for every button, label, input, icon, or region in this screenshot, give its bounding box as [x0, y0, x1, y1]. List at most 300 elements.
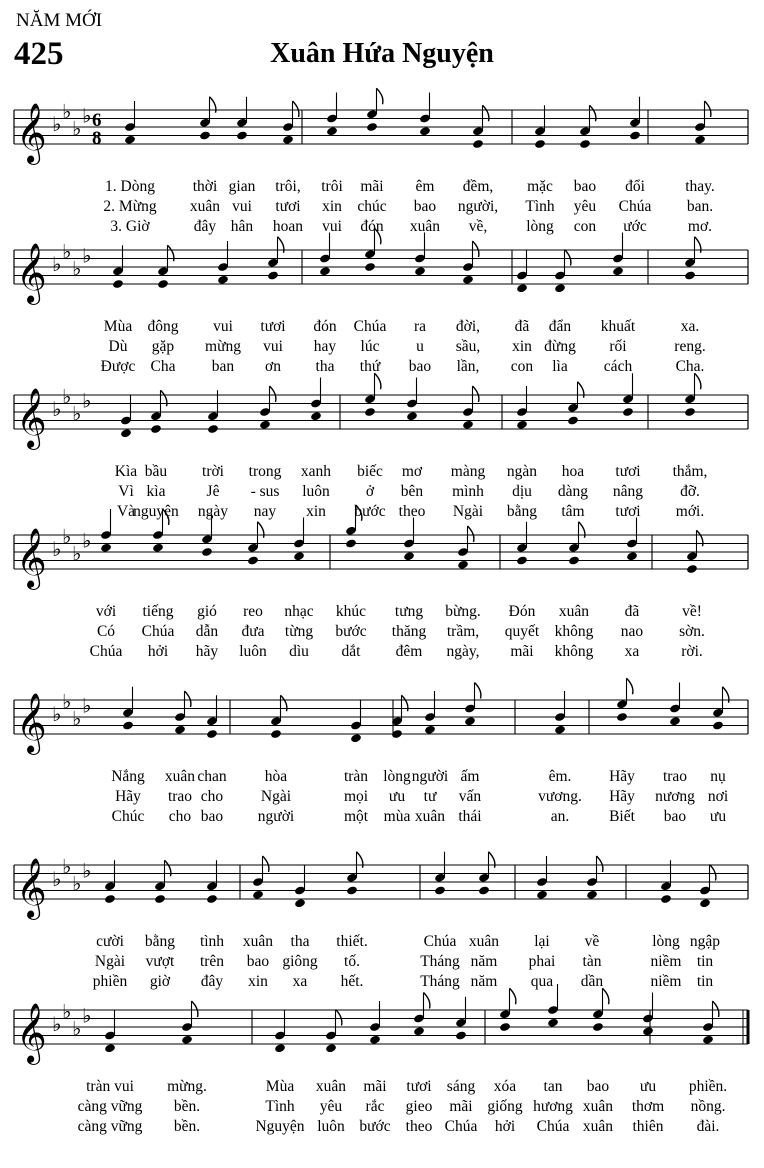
lyric-syllable: vui — [263, 338, 283, 355]
note-head — [157, 279, 169, 289]
flat-sign: ♭ — [72, 543, 82, 566]
lyric-syllable: trầm, — [446, 623, 480, 640]
flat-sign: ♭ — [82, 245, 92, 268]
lyric-syllable: hoan — [272, 218, 304, 235]
lyric-syllable: reng. — [674, 338, 706, 355]
lyric-syllable: khuất — [600, 318, 636, 335]
lyric-syllable: nay — [253, 503, 277, 520]
lyric-syllable: xuân — [582, 1098, 614, 1115]
staff — [0, 505, 764, 605]
lyric-syllable: mặc — [527, 178, 553, 195]
note-head — [364, 262, 376, 272]
flat-sign: ♭ — [82, 390, 92, 413]
lyric-syllable: Vì — [118, 483, 134, 500]
lyric-syllable: niềm — [650, 953, 682, 970]
note-head — [464, 716, 476, 726]
lyric-syllable: thắm, — [672, 463, 708, 480]
lyric-syllable: ngàn — [506, 463, 538, 480]
flat-sign: ♭ — [72, 708, 82, 731]
lyric-syllable: nương — [655, 788, 695, 805]
note-head — [686, 564, 698, 574]
lyric-syllable: mơ. — [687, 218, 713, 235]
note-flag — [565, 250, 571, 266]
lyric-syllable: vượt — [145, 953, 175, 970]
lyric-syllable: cách — [603, 358, 633, 375]
lyric-verse-1 — [0, 933, 764, 953]
note-head — [199, 130, 211, 140]
note-flag — [695, 373, 701, 389]
lyric-syllable: bao — [573, 178, 597, 195]
lyric-syllable: Mùa — [265, 1078, 295, 1095]
lyric-syllable: ngày, — [446, 643, 480, 660]
lyric-syllable: trao — [662, 768, 688, 785]
lyric-syllable: trao — [167, 788, 193, 805]
note-head — [201, 547, 213, 557]
lyric-syllable: luôn — [317, 1118, 345, 1135]
note-head — [319, 266, 331, 276]
lyric-syllable: cười — [96, 933, 124, 950]
lyric-syllable: trôi, — [275, 178, 301, 195]
lyric-verse-2 — [0, 198, 764, 218]
lyric-syllable: bước — [354, 503, 386, 520]
lyric-syllable: thăng — [391, 623, 427, 640]
lyric-syllable: vương. — [538, 788, 582, 805]
lyric-syllable: Chúa — [353, 318, 387, 335]
note-head — [462, 275, 474, 285]
note-flag — [510, 988, 516, 1004]
lyric-syllable: xin — [248, 973, 268, 990]
note-head — [150, 424, 162, 434]
note-head — [612, 266, 624, 276]
lyric-syllable: với — [95, 603, 117, 620]
lyric-syllable: - sus — [250, 483, 280, 500]
lyric-syllable: reo — [243, 603, 263, 620]
lyric-syllable: màng — [450, 463, 486, 480]
lyric-syllable: ấm — [460, 768, 480, 785]
note-head — [579, 139, 591, 149]
note-flag — [185, 691, 191, 707]
note-head — [104, 1043, 116, 1053]
note-head — [369, 1035, 381, 1045]
lyric-syllable: biếc — [357, 463, 383, 480]
note-head — [403, 551, 415, 561]
staff — [0, 220, 764, 320]
lyric-syllable: tươi — [406, 1078, 432, 1095]
flat-sign: ♭ — [62, 241, 72, 264]
lyric-syllable: tràn vui — [86, 1078, 134, 1095]
note-flag — [263, 856, 269, 872]
lyric-verse-3 — [0, 808, 764, 828]
lyric-syllable: 2. Mừng — [103, 198, 157, 215]
lyric-syllable: xa. — [680, 318, 700, 335]
lyric-syllable: gian — [228, 178, 256, 195]
lyric-syllable: mãi — [510, 643, 534, 660]
note-head — [345, 538, 357, 548]
lyric-syllable: sầu, — [455, 338, 481, 355]
lyric-syllable: đã — [624, 603, 640, 620]
lyric-syllable: lìa — [552, 358, 568, 375]
lyric-syllable: thiên — [632, 1118, 664, 1135]
lyric-syllable: ngày — [197, 503, 229, 520]
flat-sign: ♭ — [82, 530, 92, 553]
lyric-syllable: xuân — [582, 1118, 614, 1135]
lyric-syllable: Cha — [150, 358, 176, 375]
lyric-syllable: về! — [682, 603, 702, 620]
lyric-syllable: Đón — [508, 603, 536, 620]
lyric-syllable: đưa — [241, 623, 265, 640]
note-head — [181, 1035, 193, 1045]
lyric-syllable: đỡ. — [680, 483, 700, 500]
hymn-number: 425 — [14, 36, 64, 72]
lyric-syllable: vấn — [458, 788, 482, 805]
treble-clef: 𝄞 — [16, 1003, 47, 1063]
lyric-syllable: người, — [457, 198, 499, 215]
lyric-syllable: rắc — [365, 1098, 385, 1115]
lyric-syllable: bao — [200, 808, 224, 825]
lyric-verse-2 — [0, 953, 764, 973]
lyric-syllable: tình — [199, 933, 225, 950]
lyric-syllable: hân — [230, 218, 254, 235]
note-flag — [627, 678, 633, 694]
note-head — [586, 890, 598, 900]
staff — [0, 80, 764, 180]
lyric-syllable: hết. — [340, 973, 364, 990]
lyric-syllable: đài. — [696, 1118, 720, 1135]
lyric-syllable: Mùa — [103, 318, 133, 335]
note-flag — [603, 988, 609, 1004]
lyric-syllable: dẫn — [195, 623, 219, 640]
lyric-syllable: vui — [322, 218, 342, 235]
music-system — [0, 980, 764, 1135]
lyric-syllable: mình — [452, 483, 484, 500]
note-head — [326, 126, 338, 136]
flat-sign: ♭ — [72, 873, 82, 896]
lyric-syllable: Chúa — [89, 643, 123, 660]
lyric-syllable: Hãy — [609, 788, 635, 805]
note-flag — [424, 993, 430, 1009]
flat-sign: ♭ — [62, 1001, 72, 1024]
note-head — [325, 1043, 337, 1053]
lyric-syllable: đêm — [395, 643, 423, 660]
note-head — [100, 543, 112, 553]
lyric-syllable: lần, — [456, 358, 480, 375]
note-head — [457, 560, 469, 570]
lyric-verse-1 — [0, 603, 764, 623]
note-head — [122, 720, 134, 730]
lyric-syllable: chúc — [357, 198, 387, 215]
lyric-syllable: nụ — [710, 768, 726, 785]
lyric-syllable: hương — [533, 1098, 573, 1115]
lyric-syllable: luôn — [302, 483, 330, 500]
note-head — [259, 420, 271, 430]
lyric-syllable: thời — [192, 178, 218, 195]
lyric-syllable: bằng — [506, 503, 538, 520]
lyric-syllable: Tình — [265, 1098, 295, 1115]
lyric-syllable: bao — [413, 198, 437, 215]
lyric-syllable: Và — [116, 503, 136, 520]
treble-clef: 𝄞 — [16, 243, 47, 303]
lyric-syllable: êm — [415, 178, 435, 195]
lyric-syllable: êm. — [548, 768, 572, 785]
lyric-syllable: phiền — [92, 973, 128, 990]
note-head — [346, 885, 358, 895]
note-head — [567, 415, 579, 425]
note-head — [434, 885, 446, 895]
lyric-syllable: đón — [313, 318, 337, 335]
note-head — [462, 420, 474, 430]
lyric-syllable: Ngài — [452, 503, 484, 520]
music-system — [0, 505, 764, 660]
lyric-syllable: dắt — [341, 643, 361, 660]
lyric-syllable: Hãy — [115, 788, 141, 805]
lyric-syllable: Ngài — [94, 953, 126, 970]
note-head — [206, 729, 218, 739]
note-head — [419, 126, 431, 136]
lyric-syllable: tàn — [582, 953, 602, 970]
lyric-syllable: nao — [620, 623, 644, 640]
lyric-syllable: mùa — [383, 808, 411, 825]
lyric-syllable: con — [573, 218, 597, 235]
lyric-syllable: con — [510, 358, 534, 375]
lyric-syllable: gieo — [405, 1098, 433, 1115]
lyric-syllable: Được — [100, 358, 136, 375]
lyric-syllable: người — [257, 808, 295, 825]
lyric-syllable: về, — [468, 218, 488, 235]
lyric-verse-1 — [0, 318, 764, 338]
lyric-syllable: tươi — [275, 198, 301, 215]
lyric-syllable: hoa — [561, 463, 585, 480]
lyric-verse-1 — [0, 1078, 764, 1098]
lyric-syllable: ưu — [709, 808, 727, 825]
lyric-syllable: thay. — [685, 178, 715, 195]
note-head — [568, 555, 580, 565]
note-head — [516, 555, 528, 565]
note-head — [414, 266, 426, 276]
staff — [0, 835, 764, 935]
lyric-syllable: đềm, — [462, 178, 494, 195]
flat-sign: ♭ — [52, 399, 62, 421]
lyric-syllable: mãi — [363, 1078, 387, 1095]
lyric-syllable: bền. — [173, 1118, 201, 1135]
lyric-syllable: tưng — [394, 603, 424, 620]
lyric-syllable: xin — [322, 198, 342, 215]
lyric-syllable: yêu — [319, 1098, 343, 1115]
flat-sign: ♭ — [82, 695, 92, 718]
lyric-syllable: mọi — [343, 788, 369, 805]
note-head — [712, 720, 724, 730]
lyric-syllable: bền. — [173, 1098, 201, 1115]
treble-clef: 𝄞 — [16, 528, 47, 588]
lyric-syllable: giông — [282, 953, 318, 970]
lyric-syllable: mừng — [205, 338, 241, 355]
music-system — [0, 835, 764, 990]
lyric-syllable: vui — [213, 318, 233, 335]
flat-sign: ♭ — [82, 1005, 92, 1028]
lyric-syllable: hởi — [494, 1118, 516, 1135]
lyric-syllable: hãy — [195, 643, 219, 660]
note-head — [310, 411, 322, 421]
lyric-syllable: tin — [696, 953, 714, 970]
lyric-verse-1 — [0, 768, 764, 788]
lyric-syllable: nguyện — [133, 503, 179, 520]
lyric-syllable: mãi — [449, 1098, 473, 1115]
lyric-syllable: trong — [248, 463, 282, 480]
note-head — [629, 130, 641, 140]
note-head — [516, 283, 528, 293]
lyric-syllable: Chúa — [423, 933, 457, 950]
note-head — [247, 555, 259, 565]
note-head — [684, 407, 696, 417]
lyric-syllable: sờn. — [679, 623, 705, 640]
lyric-syllable: xuân — [414, 808, 446, 825]
note-head — [350, 733, 362, 743]
flat-sign: ♭ — [62, 691, 72, 714]
lyric-syllable: mơ — [401, 463, 423, 480]
music-system — [0, 80, 764, 235]
lyric-syllable: người — [411, 768, 449, 785]
lyric-syllable: năm — [470, 973, 498, 990]
note-head — [626, 551, 638, 561]
lyric-syllable: Tình — [525, 198, 555, 215]
lyric-syllable: về — [584, 933, 600, 950]
lyric-syllable: trôi — [321, 178, 343, 195]
note-flag — [710, 865, 716, 881]
lyric-syllable: tươi — [615, 503, 641, 520]
music-system — [0, 365, 764, 520]
lyric-syllable: nhạc — [284, 603, 314, 620]
lyric-syllable: hởi — [147, 643, 169, 660]
note-head — [252, 890, 264, 900]
lyric-syllable: rời. — [681, 643, 703, 660]
note-head — [112, 279, 124, 289]
treble-clef: 𝄞 — [16, 858, 47, 918]
note-flag — [473, 386, 479, 402]
lyric-syllable: xin — [512, 338, 532, 355]
lyric-verse-2 — [0, 1098, 764, 1118]
lyric-syllable: xuân — [242, 933, 274, 950]
flat-sign: ♭ — [72, 258, 82, 281]
lyric-syllable: Dù — [108, 338, 128, 355]
note-head — [660, 894, 672, 904]
note-flag — [377, 88, 383, 104]
lyric-syllable: phiền. — [688, 1078, 728, 1095]
note-head — [124, 135, 136, 145]
lyric-syllable: bao — [586, 1078, 610, 1095]
note-flag — [473, 241, 479, 257]
lyric-syllable: dìu — [289, 643, 309, 660]
note-head — [207, 424, 219, 434]
lyric-syllable: ưu — [388, 788, 406, 805]
note-head — [274, 1043, 286, 1053]
lyric-syllable: Chúc — [111, 808, 145, 825]
lyric-syllable: nồng. — [690, 1098, 726, 1115]
treble-clef: 𝄞 — [16, 388, 47, 448]
note-head — [413, 1026, 425, 1036]
note-flag — [293, 101, 299, 117]
lyric-syllable: cho — [200, 788, 224, 805]
lyric-syllable: đẩn — [548, 318, 572, 335]
note-head — [152, 543, 164, 553]
note-head — [694, 135, 706, 145]
note-head — [270, 729, 282, 739]
lyric-syllable: ơn — [265, 358, 281, 375]
lyric-syllable: kìa — [146, 483, 166, 500]
lyric-syllable: một — [343, 808, 369, 825]
lyric-syllable: không — [554, 643, 594, 660]
lyric-syllable: an. — [550, 808, 570, 825]
lyric-syllable: trên — [199, 953, 225, 970]
note-head — [592, 1022, 604, 1032]
lyric-syllable: gặp — [151, 338, 175, 355]
music-system — [0, 670, 764, 825]
note-head — [669, 716, 681, 726]
note-head — [702, 1035, 714, 1045]
lyric-syllable: bao — [408, 358, 432, 375]
note-flag — [163, 509, 169, 525]
hymn-title: Xuân Hứa Nguyện — [270, 38, 494, 69]
lyric-syllable: Hãy — [609, 768, 635, 785]
note-head — [174, 725, 186, 735]
lyric-syllable: 3. Giờ — [110, 218, 150, 235]
lyric-syllable: gió — [197, 603, 217, 620]
note-head — [236, 130, 248, 140]
lyric-syllable: xanh — [300, 463, 332, 480]
lyric-syllable: bao — [663, 808, 687, 825]
lyric-syllable: đây — [193, 218, 217, 235]
lyric-syllable: thứ — [359, 358, 381, 375]
lyric-syllable: hòa — [264, 768, 288, 785]
lyric-syllable: nâng — [612, 483, 644, 500]
note-flag — [705, 101, 711, 117]
lyric-syllable: bừng. — [445, 603, 481, 620]
lyric-syllable: lòng — [383, 768, 411, 785]
note-head — [294, 898, 306, 908]
note-head — [120, 428, 132, 438]
lyric-syllable: lòng — [652, 933, 680, 950]
lyric-syllable: lòng — [526, 218, 554, 235]
lyric-syllable: nơi — [707, 788, 729, 805]
lyric-syllable: quyết — [504, 623, 540, 640]
lyric-syllable: thiết. — [336, 933, 368, 950]
flat-sign: ♭ — [52, 539, 62, 561]
staff — [0, 980, 764, 1080]
lyric-syllable: Chúa — [444, 1118, 478, 1135]
lyric-syllable: xuân — [409, 218, 441, 235]
lyric-syllable: yêu — [573, 198, 597, 215]
lyric-syllable: năm — [470, 953, 498, 970]
lyric-syllable: đã — [514, 318, 530, 335]
lyric-syllable: ban. — [686, 198, 714, 215]
note-head — [154, 894, 166, 904]
lyric-verse-2 — [0, 623, 764, 643]
lyric-syllable: dịu — [512, 483, 532, 500]
lyric-syllable: tư — [423, 788, 437, 805]
lyric-verse-2 — [0, 338, 764, 358]
lyric-syllable: giờ — [149, 973, 171, 990]
note-head — [642, 1026, 654, 1036]
lyric-syllable: bầu — [144, 463, 168, 480]
lyric-syllable: Tháng — [420, 953, 460, 970]
hymn-category: NĂM MỚI — [16, 10, 103, 31]
lyric-syllable: rối — [609, 338, 627, 355]
flat-sign: ♭ — [52, 254, 62, 276]
note-head — [534, 139, 546, 149]
lyric-syllable: bao — [246, 953, 270, 970]
lyric-syllable: bước — [335, 623, 367, 640]
lyric-syllable: tố. — [344, 953, 360, 970]
flat-sign: ♭ — [52, 704, 62, 726]
lyric-syllable: ở — [365, 483, 375, 500]
